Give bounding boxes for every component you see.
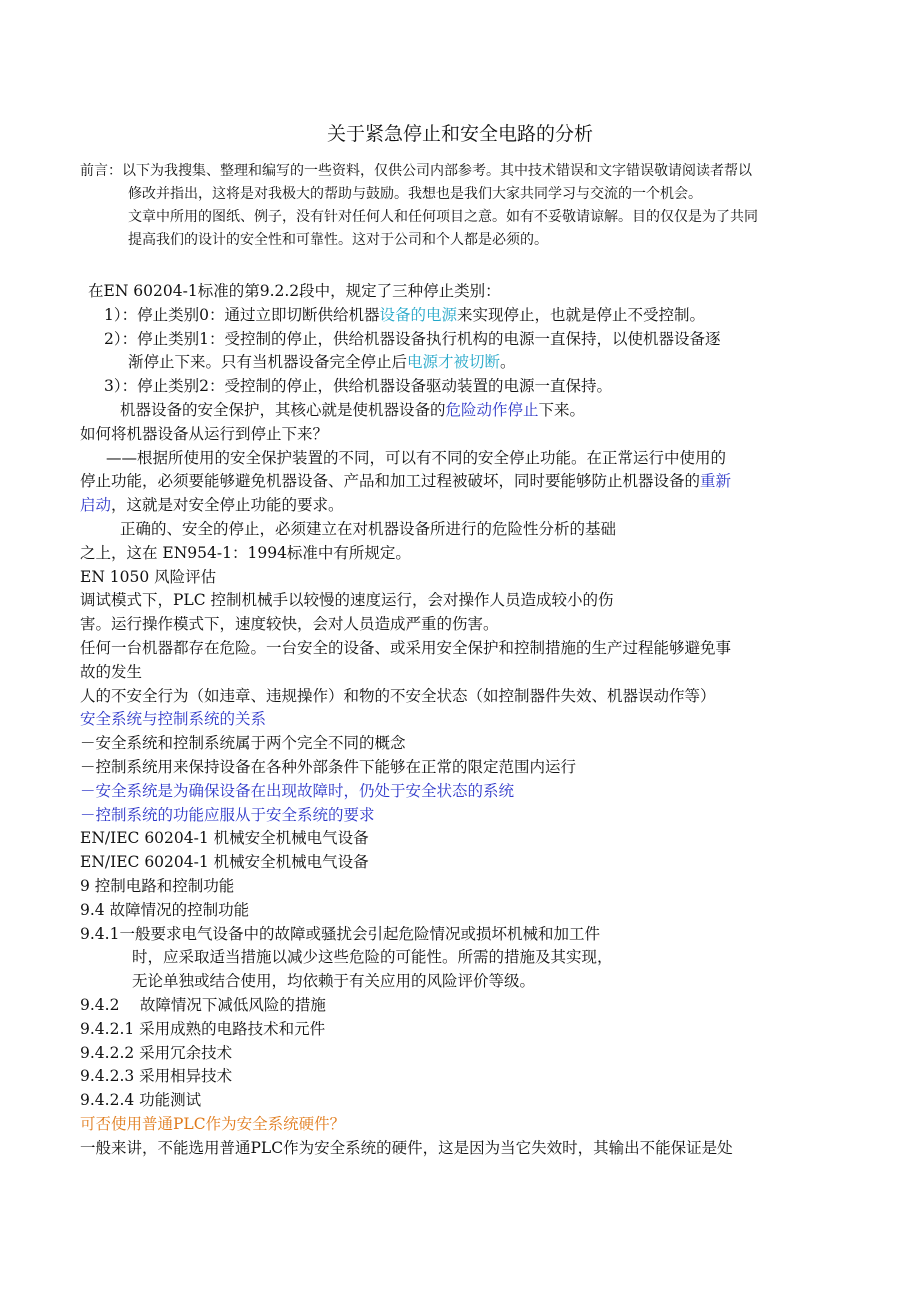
preface-line-4: 提高我们的设计的安全性和可靠性。这对于公司和个人都是必须的。 [128,232,548,248]
preface-line-1: 前言：以下为我搜集、整理和编写的一些资料，仅供公司内部参考。其中技术错误和文字错误敬请阅读者帮以 [80,163,752,179]
bullet-control-system: －控制系统用来保持设备在各种外部条件下能够在正常的限定范围内运行 [80,757,577,776]
list-item-stop-category-2: 3）：停止类别2：受控制的停止，供给机器设备驱动装置的电源一直保持。 [104,377,612,396]
list-item-stop-category-0: 1）：停止类别0：通过立即切断供给机器设备的电源来实现停止，也就是停止不受控制。 [104,305,706,324]
highlight-text: 设备的电源 [379,305,457,324]
paragraph-risk-analysis-cont: 之上，这在 EN954-1：1994标准中有所规定。 [80,543,411,562]
section-9-4-1-cont-1: 时，应采取适当措施以减少这些危险的可能性。所需的措施及其实现， [132,948,613,967]
paragraph-stop-function-end: 启动，这就是对安全停止功能的要求。 [80,496,344,515]
section-9-4-2: 9.4.2 故障情况下减低风险的措施 [80,995,326,1014]
document-title: 关于紧急停止和安全电路的分析 [326,123,593,145]
section-9-4-2-2: 9.4.2.2 采用冗余技术 [80,1043,233,1062]
section-9-4-1: 9.4.1一般要求电气设备中的故障或骚扰会引起危险情况或损坏机械和加工件 [80,924,600,943]
paragraph-risk-analysis: 正确的、安全的停止，必须建立在对机器设备所进行的危险性分析的基础 [120,519,617,538]
bullet-concepts: －安全系统和控制系统属于两个完全不同的概念 [80,734,406,753]
paragraph-safety-core: 机器设备的安全保护，其核心就是使机器设备的危险动作停止下来。 [120,400,586,419]
paragraph-stop-function-cont: 停止功能，必须要能够避免机器设备、产品和加工过程被破坏，同时要能够防止机器设备的重新 [80,472,732,491]
section-9-4: 9.4 故障情况的控制功能 [80,900,250,919]
section-9-4-2-1: 9.4.2.1 采用成熟的电路技术和元件 [80,1019,326,1038]
paragraph-stop-categories-intro: 在EN 60204-1标准的第9.2.2段中，规定了三种停止类别： [88,282,501,300]
standard-ref-1: EN/IEC 60204-1 机械安全机械电气设备 [80,829,369,848]
highlight-text: 重新 [700,472,732,491]
heading-safety-vs-control: 安全系统与控制系统的关系 [80,710,267,729]
bullet-obey-safety: －控制系统的功能应服从于安全系统的要求 [80,805,375,824]
document-body [80,280,870,1160]
highlight-text: 危险动作停止 [445,400,539,419]
paragraph-stop-function: ——根据所使用的安全保护装置的不同，可以有不同的安全停止功能。在正常运行中使用的 [106,448,727,467]
list-item-stop-category-1-cont: 渐停止下来。只有当机器设备完全停止后电源才被切断。 [128,353,516,372]
paragraph-unsafe-behavior: 人的不安全行为（如违章、违规操作）和物的不安全状态（如控制器件失效、机器误动作等） [80,686,716,705]
standard-ref-2: EN/IEC 60204-1 机械安全机械电气设备 [80,853,369,872]
highlight-text: 启动 [80,496,112,515]
heading-plc-question: 可否使用普通PLC作为安全系统硬件？ [80,1114,346,1133]
paragraph-debug-mode: 调试模式下，PLC 控制机械手以较慢的速度运行，会对操作人员造成较小的伤 [80,591,614,610]
heading-en1050: EN 1050 风险评估 [80,567,217,586]
question-line: 如何将机器设备从运行到停止下来？ [80,424,329,443]
section-9-4-2-4: 9.4.2.4 功能测试 [80,1091,202,1110]
preface-line-3: 文章中所用的图纸、例子，没有针对任何人和任何项目之意。如有不妥敬请谅解。目的仅仅是为了共同 [128,209,758,225]
paragraph-machine-danger: 任何一台机器都存在危险。一台安全的设备、或采用安全保护和控制措施的生产过程能够避免事 [80,638,732,657]
list-item-stop-category-1: 2）：停止类别1：受控制的停止，供给机器设备执行机构的电源一直保持，以使机器设备逐 [104,329,721,348]
paragraph-machine-danger-cont: 故的发生 [80,662,143,681]
bullet-safety-system: －安全系统是为确保设备在出现故障时，仍处于安全状态的系统 [80,781,515,800]
section-9: 9 控制电路和控制功能 [80,876,235,895]
section-9-4-1-cont-2: 无论单独或结合使用，均依赖于有关应用的风险评价等级。 [132,972,536,991]
highlight-text: 电源才被切断 [407,353,501,372]
section-9-4-2-3: 9.4.2.3 采用相异技术 [80,1067,233,1086]
preface [80,160,870,252]
paragraph-plc-answer: 一般来讲，不能选用普通PLC作为安全系统的硬件，这是因为当它失效时，其输出不能保证是处 [80,1138,733,1157]
preface-line-2: 修改并指出，这将是对我极大的帮助与鼓励。我想也是我们大家共同学习与交流的一个机会。 [128,186,702,202]
paragraph-debug-mode-cont: 害。运行操作模式下，速度较快，会对人员造成严重的伤害。 [80,615,499,634]
